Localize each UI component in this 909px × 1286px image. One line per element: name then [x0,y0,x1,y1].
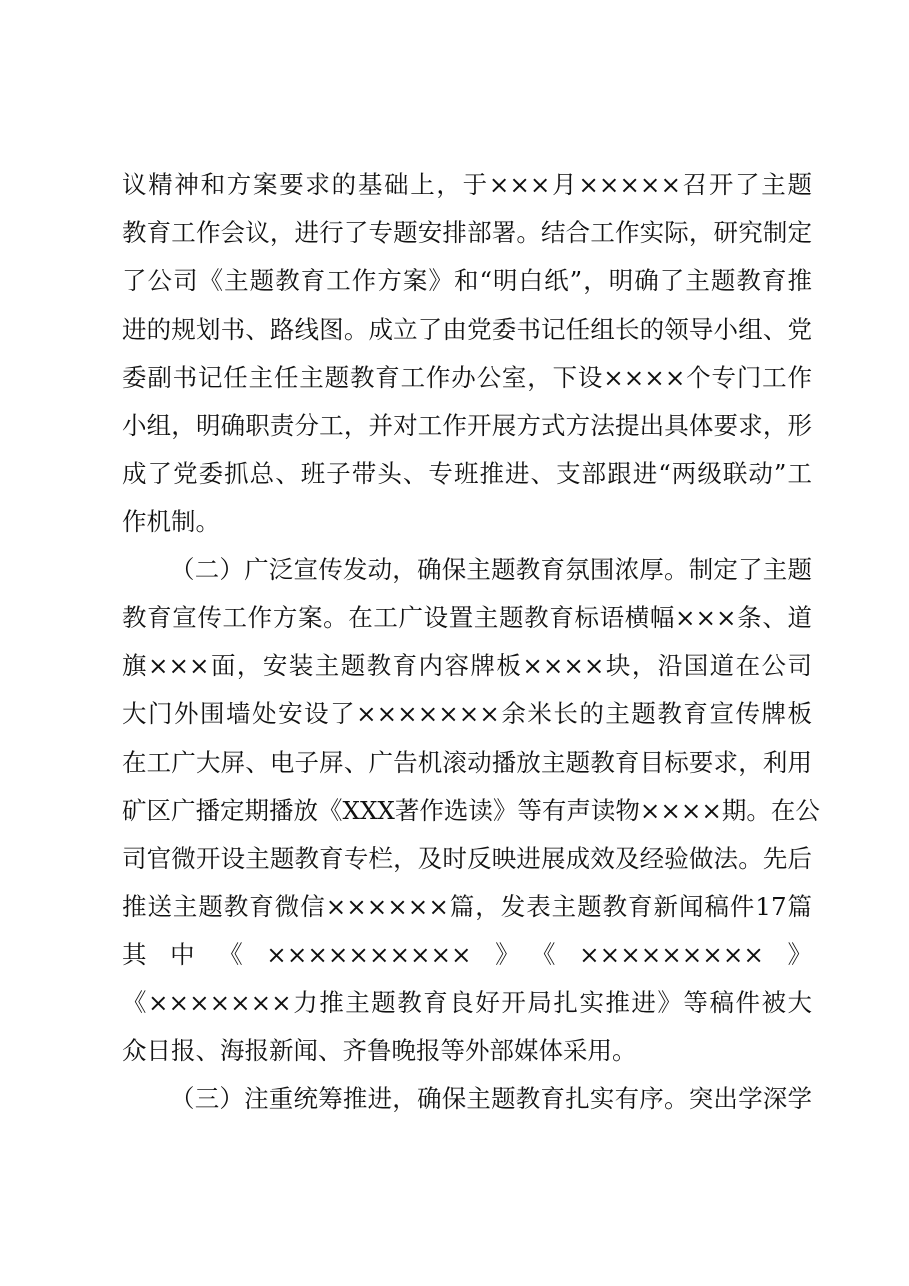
text-line: 小组，明确职责分工，并对工作开展方式方法提出具体要求，形 [122,411,812,440]
text-line: 《×××××××力推主题教育良好开局扎实推进》等稿件被大 [122,988,812,1017]
text-line: 教育宣传工作方案。在工广设置主题教育标语横幅×××条、道 [122,603,812,632]
text-line: 委副书记任主任主题教育工作办公室，下设××××个专门工作 [122,363,812,392]
paragraph-end-line: 众日报、海报新闻、齐鲁晚报等外部媒体采用。 [122,1036,637,1065]
section-heading-line: （三）注重统筹推进，确保主题教育扎实有序。突出学深学 [170,1084,812,1113]
text-line: 成了党委抓总、班子带头、专班推进、支部跟进“两级联动”工 [122,459,812,488]
text-line: 教育工作会议，进行了专题安排部署。结合工作实际，研究制定 [122,218,812,247]
text-line: 旗×××面，安装主题教育内容牌板××××块，沿国道在公司 [122,651,812,680]
text-line: 大门外围墙处安设了×××××××余米长的主题教育宣传牌板 [122,699,812,728]
text-line: 其中《××××××××××》《×××××××××》 [122,940,812,969]
text-line: 进的规划书、路线图。成立了由党委书记任组长的领导小组、党 [122,315,812,344]
text-line: 议精神和方案要求的基础上，于×××月×××××召开了主题 [122,170,812,199]
text-line: 司官微开设主题教育专栏，及时反映进展成效及经验做法。先后 [122,844,812,873]
paragraph-end-line: 作机制。 [122,507,220,536]
section-heading-line: （二）广泛宣传发动，确保主题教育氛围浓厚。制定了主题 [170,555,812,584]
text-line: 矿区广播定期播放《XXX著作选读》等有声读物××××期。在公 [122,796,820,825]
text-line: 在工广大屏、电子屏、广告机滚动播放主题教育目标要求，利用 [122,748,812,777]
text-line: 了公司《主题教育工作方案》和“明白纸”，明确了主题教育推 [122,266,812,295]
text-line: 推送主题教育微信××××××篇，发表主题教育新闻稿件17篇 [122,892,812,921]
